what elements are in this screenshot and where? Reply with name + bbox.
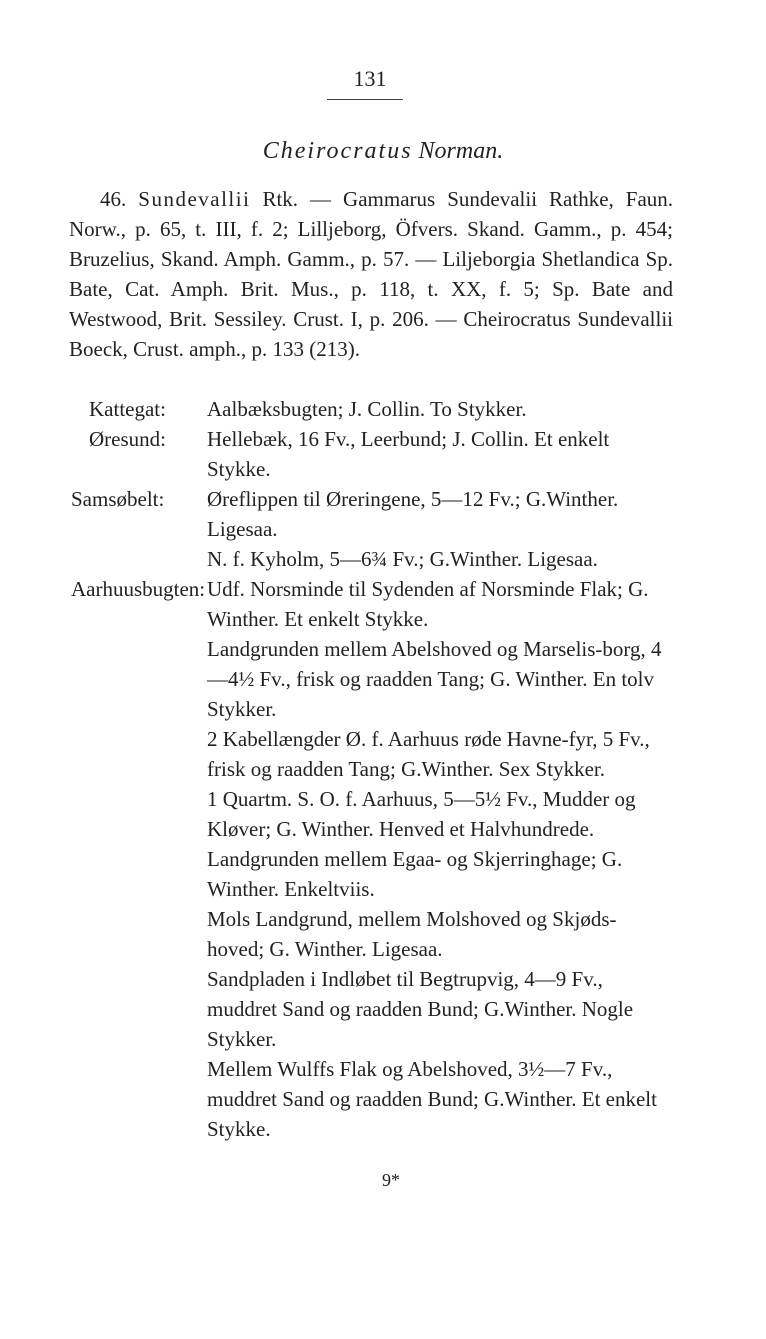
- locality-label: Øresund:: [89, 427, 166, 451]
- genus-name: Cheirocratus: [262, 138, 413, 164]
- locality-entry: Sandpladen i Indløbet til Begtrupvig, 4—9 Fv., muddret Sand og raadden Bund; G.Winther. Nogle Stykker.: [207, 967, 634, 1051]
- locality-text: [207, 424, 673, 484]
- species-entry: [69, 184, 673, 364]
- species-paragraph: [69, 184, 673, 364]
- locality-label: Aarhuusbugten:: [71, 577, 206, 601]
- signature-mark: 9*: [382, 1170, 400, 1190]
- species-synonymy: Rtk. — Gammarus Sundevalii Rathke, Faun. Norw., p. 65, t. III, f. 2; Lilljeborg, Öfvers. Skand. Gamm., p. 454; Bruzelius, Skand. Amph. Gamm., p. 57. — Liljeborgia Shetlandica Sp. Bate, Cat. Amph. Brit. Mus., p. 118, t. XX, f. 5; Sp. Bate and Westwood, Brit. Sessiley. Crust. I, p. 206. — Cheirocratus Sundevallii Boeck, Crust. amph., p. 133 (213).: [69, 187, 674, 361]
- locality-entry: Landgrunden mellem Abelshoved og Marselis-borg, 4—4½ Fv., frisk og raadden Tang; G. Winther. En tolv Stykker.: [207, 637, 662, 721]
- locality-entry: Landgrunden mellem Egaa- og Skjerringhage; G. Winther. Enkeltviis.: [207, 847, 623, 901]
- locality-label: Samsøbelt:: [71, 487, 165, 511]
- genus-author: Norman.: [418, 138, 504, 164]
- locality-entry: Mols Landgrund, mellem Molshoved og Skjøds-hoved; G. Winther. Ligesaa.: [207, 907, 617, 961]
- locality-entry: 1 Quartm. S. O. f. Aarhuus, 5—5½ Fv., Mudder og Kløver; G. Winther. Henved et Halvhundrede.: [207, 787, 636, 841]
- species-name: Sundevallii: [138, 187, 251, 211]
- locality-text: [207, 394, 673, 424]
- species-number: 46.: [100, 187, 127, 211]
- page-number-rule: [327, 99, 403, 100]
- locality-text: [207, 574, 673, 1144]
- page-number: 131: [353, 66, 387, 91]
- locality-entry: N. f. Kyholm, 5—6¾ Fv.; G.Winther. Ligesaa.: [207, 547, 598, 571]
- locality-entry: 2 Kabellængder Ø. f. Aarhuus røde Havne-fyr, 5 Fv., frisk og raadden Tang; G.Winther. Sex Stykker.: [207, 727, 650, 781]
- locality-entry: Aalbæksbugten; J. Collin. To Stykker.: [207, 397, 527, 421]
- locality-text: [207, 484, 673, 574]
- locality-entry: Hellebæk, 16 Fv., Leerbund; J. Collin. Et enkelt Stykke.: [207, 427, 610, 481]
- locality-entry: Udf. Norsminde til Sydenden af Norsminde Flak; G. Winther. Et enkelt Stykke.: [207, 577, 649, 631]
- genus-heading: [0, 136, 766, 166]
- locality-label: Kattegat:: [89, 397, 166, 421]
- locality-entry: Øreflippen til Øreringene, 5—12 Fv.; G.Winther. Ligesaa.: [207, 487, 619, 541]
- locality-entry: Mellem Wulffs Flak og Abelshoved, 3½—7 Fv., muddret Sand og raadden Bund; G.Winther. Et enkelt Stykke.: [207, 1057, 657, 1141]
